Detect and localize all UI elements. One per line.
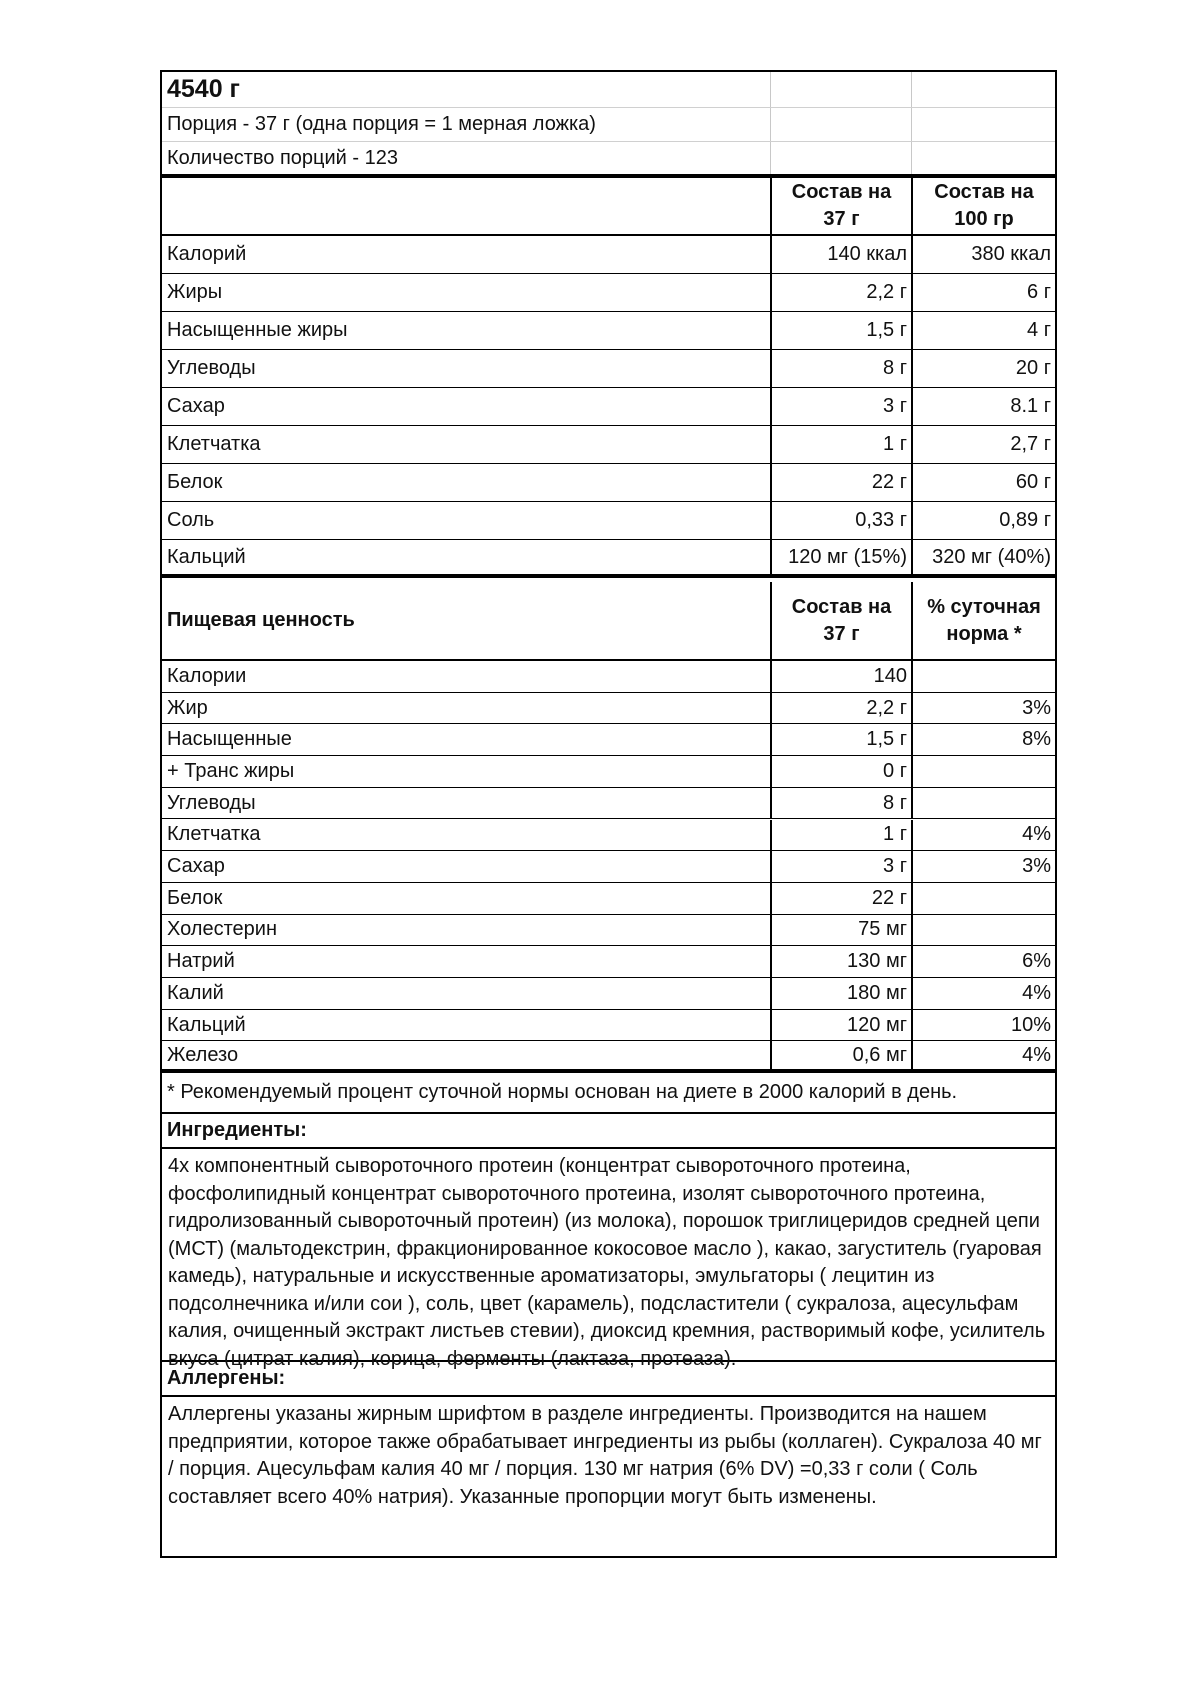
row-value-secondary: 320 мг (40%) xyxy=(911,540,1055,574)
composition-col-100g-header: Состав на 100 гр xyxy=(911,178,1055,234)
row-label: Жиры xyxy=(167,281,223,303)
nutrition-header xyxy=(162,582,1055,661)
row-value-secondary: 4% xyxy=(911,1041,1055,1069)
row-value-secondary: 8.1 г xyxy=(911,388,1055,425)
row-value-secondary: 6% xyxy=(911,946,1055,977)
table-row xyxy=(162,388,1055,426)
table-row xyxy=(162,851,1055,883)
row-label: Кальций xyxy=(167,545,246,568)
allergens-title: Аллергены: xyxy=(162,1362,1055,1397)
row-value: 140 xyxy=(770,661,911,692)
row-value-secondary: 4 г xyxy=(911,312,1055,349)
servings-count: Количество порций - 123 xyxy=(167,146,398,169)
table-row xyxy=(162,426,1055,464)
row-label: Углеводы xyxy=(167,357,256,379)
composition-header xyxy=(162,178,1055,236)
row-label: Жир xyxy=(167,696,208,719)
row-value: 180 мг xyxy=(770,978,911,1009)
nutrition-sheet xyxy=(160,70,1057,1558)
row-value: 3 г xyxy=(770,851,911,882)
table-row xyxy=(162,693,1055,725)
table-row xyxy=(162,236,1055,274)
table-row xyxy=(162,502,1055,540)
product-weight: 4540 г xyxy=(167,75,240,103)
nutrition-col-daily-header: % суточная норма * xyxy=(911,582,1055,659)
servings-count-row xyxy=(162,142,1055,178)
row-label: Калорий xyxy=(167,243,247,265)
table-row xyxy=(162,883,1055,915)
footnote: * Рекомендуемый процент суточной нормы основан на диете в 2000 калорий в день. xyxy=(167,1081,958,1103)
ingredients-text: 4х компонентный сывороточного протеин (концентрат сывороточного протеина, фосфолипидный концентрат сывороточного протеина, изолят сывороточного протеина, гидролизованный сывороточный протеин) (из молока), порошок триглицеридов средней цепи (МСТ) (мальтодекстрин, фракционированное кокосовое масло ), какао, загуститель (гуаровая камедь), натуральные и искусственные ароматизаторы, эмульгаторы ( лецитин из подсолнечника и/или сои ), соль, цвет (карамель), подсластители ( сукралоза, ацесульфам калия, очищенный экстракт листьев стевии), диоксид кремния, растворимый кофе, усилитель вкуса (цитрат калия), корица, ферменты (лактаза, протеаза). xyxy=(162,1149,1055,1362)
row-label: Углеводы xyxy=(167,791,256,814)
row-value-secondary: 10% xyxy=(911,1010,1055,1041)
row-value: 140 ккал xyxy=(770,236,911,273)
row-value: 120 мг (15%) xyxy=(770,540,911,574)
table-row xyxy=(162,724,1055,756)
row-value-secondary: 8% xyxy=(911,724,1055,755)
row-value-secondary: 60 г xyxy=(911,464,1055,501)
nutrition-col-serving-header: Состав на 37 г xyxy=(770,582,911,659)
row-value: 2,2 г xyxy=(770,693,911,724)
row-value-secondary xyxy=(911,756,1055,787)
table-row xyxy=(162,274,1055,312)
row-label: + Транс жиры xyxy=(167,759,295,782)
table-row xyxy=(162,1010,1055,1042)
table-row xyxy=(162,540,1055,578)
table-row xyxy=(162,312,1055,350)
table-row xyxy=(162,788,1055,820)
row-value: 1,5 г xyxy=(770,312,911,349)
row-value-secondary: 20 г xyxy=(911,350,1055,387)
row-value: 1 г xyxy=(770,426,911,463)
row-label: Холестерин xyxy=(167,918,277,941)
table-row xyxy=(162,756,1055,788)
row-label: Калории xyxy=(167,664,247,687)
row-value: 1,5 г xyxy=(770,724,911,755)
row-value-secondary: 4% xyxy=(911,978,1055,1009)
row-value: 8 г xyxy=(770,350,911,387)
row-value: 1 г xyxy=(770,820,911,851)
row-label: Железо xyxy=(167,1043,239,1066)
row-value-secondary: 380 ккал xyxy=(911,236,1055,273)
row-value-secondary xyxy=(911,915,1055,946)
table-row xyxy=(162,978,1055,1010)
serving-size: Порция - 37 г (одна порция = 1 мерная ложка) xyxy=(167,113,596,135)
allergens-text: Аллергены указаны жирным шрифтом в разделе ингредиенты. Производится на нашем предприятии, которое также обрабатывает ингредиенты из рыбы (коллаген). Сукралоза 40 мг / порция. Ацесульфам калия 40 мг / порция. 130 мг натрия (6% DV) =0,33 г соли ( Соль составляет всего 40% натрия). Указанные пропорции могут быть изменены. xyxy=(168,1403,1042,1508)
row-value-secondary: 3% xyxy=(911,693,1055,724)
row-label: Натрий xyxy=(167,950,235,973)
row-value-secondary: 6 г xyxy=(911,274,1055,311)
row-value: 3 г xyxy=(770,388,911,425)
nutrition-title: Пищевая ценность xyxy=(167,609,355,631)
table-row xyxy=(162,661,1055,693)
row-value-secondary: 0,89 г xyxy=(911,502,1055,539)
row-value: 8 г xyxy=(770,788,911,819)
table-row xyxy=(162,464,1055,502)
row-value-secondary xyxy=(911,661,1055,692)
row-label: Белок xyxy=(167,886,223,909)
row-value: 2,2 г xyxy=(770,274,911,311)
composition-col-serving-header: Состав на 37 г xyxy=(770,178,911,234)
row-label: Насыщенные жиры xyxy=(167,319,348,341)
row-value-secondary: 3% xyxy=(911,851,1055,882)
row-label: Сахар xyxy=(167,395,225,417)
ingredients-title: Ингредиенты: xyxy=(162,1114,1055,1149)
row-value: 75 мг xyxy=(770,915,911,946)
row-label: Сахар xyxy=(167,855,225,878)
row-value-secondary: 4% xyxy=(911,820,1055,851)
row-value: 0,6 мг xyxy=(770,1041,911,1069)
row-label: Клетчатка xyxy=(167,433,261,455)
row-value-secondary xyxy=(911,883,1055,914)
row-value: 22 г xyxy=(770,883,911,914)
row-label: Белок xyxy=(167,471,223,493)
table-row xyxy=(162,915,1055,947)
table-row xyxy=(162,1041,1055,1073)
table-row xyxy=(162,820,1055,852)
weight-row xyxy=(162,72,1055,108)
row-label: Соль xyxy=(167,509,215,531)
row-value: 120 мг xyxy=(770,1010,911,1041)
table-row xyxy=(162,946,1055,978)
row-label: Калий xyxy=(167,981,224,1004)
row-value: 0 г xyxy=(770,756,911,787)
footnote-row xyxy=(162,1073,1055,1114)
row-value: 0,33 г xyxy=(770,502,911,539)
row-label: Насыщенные xyxy=(167,728,292,751)
row-value-secondary xyxy=(911,788,1055,819)
table-row xyxy=(162,350,1055,388)
row-value-secondary: 2,7 г xyxy=(911,426,1055,463)
row-value: 22 г xyxy=(770,464,911,501)
row-label: Клетчатка xyxy=(167,823,261,846)
row-label: Кальций xyxy=(167,1013,246,1036)
serving-row xyxy=(162,108,1055,142)
row-value: 130 мг xyxy=(770,946,911,977)
